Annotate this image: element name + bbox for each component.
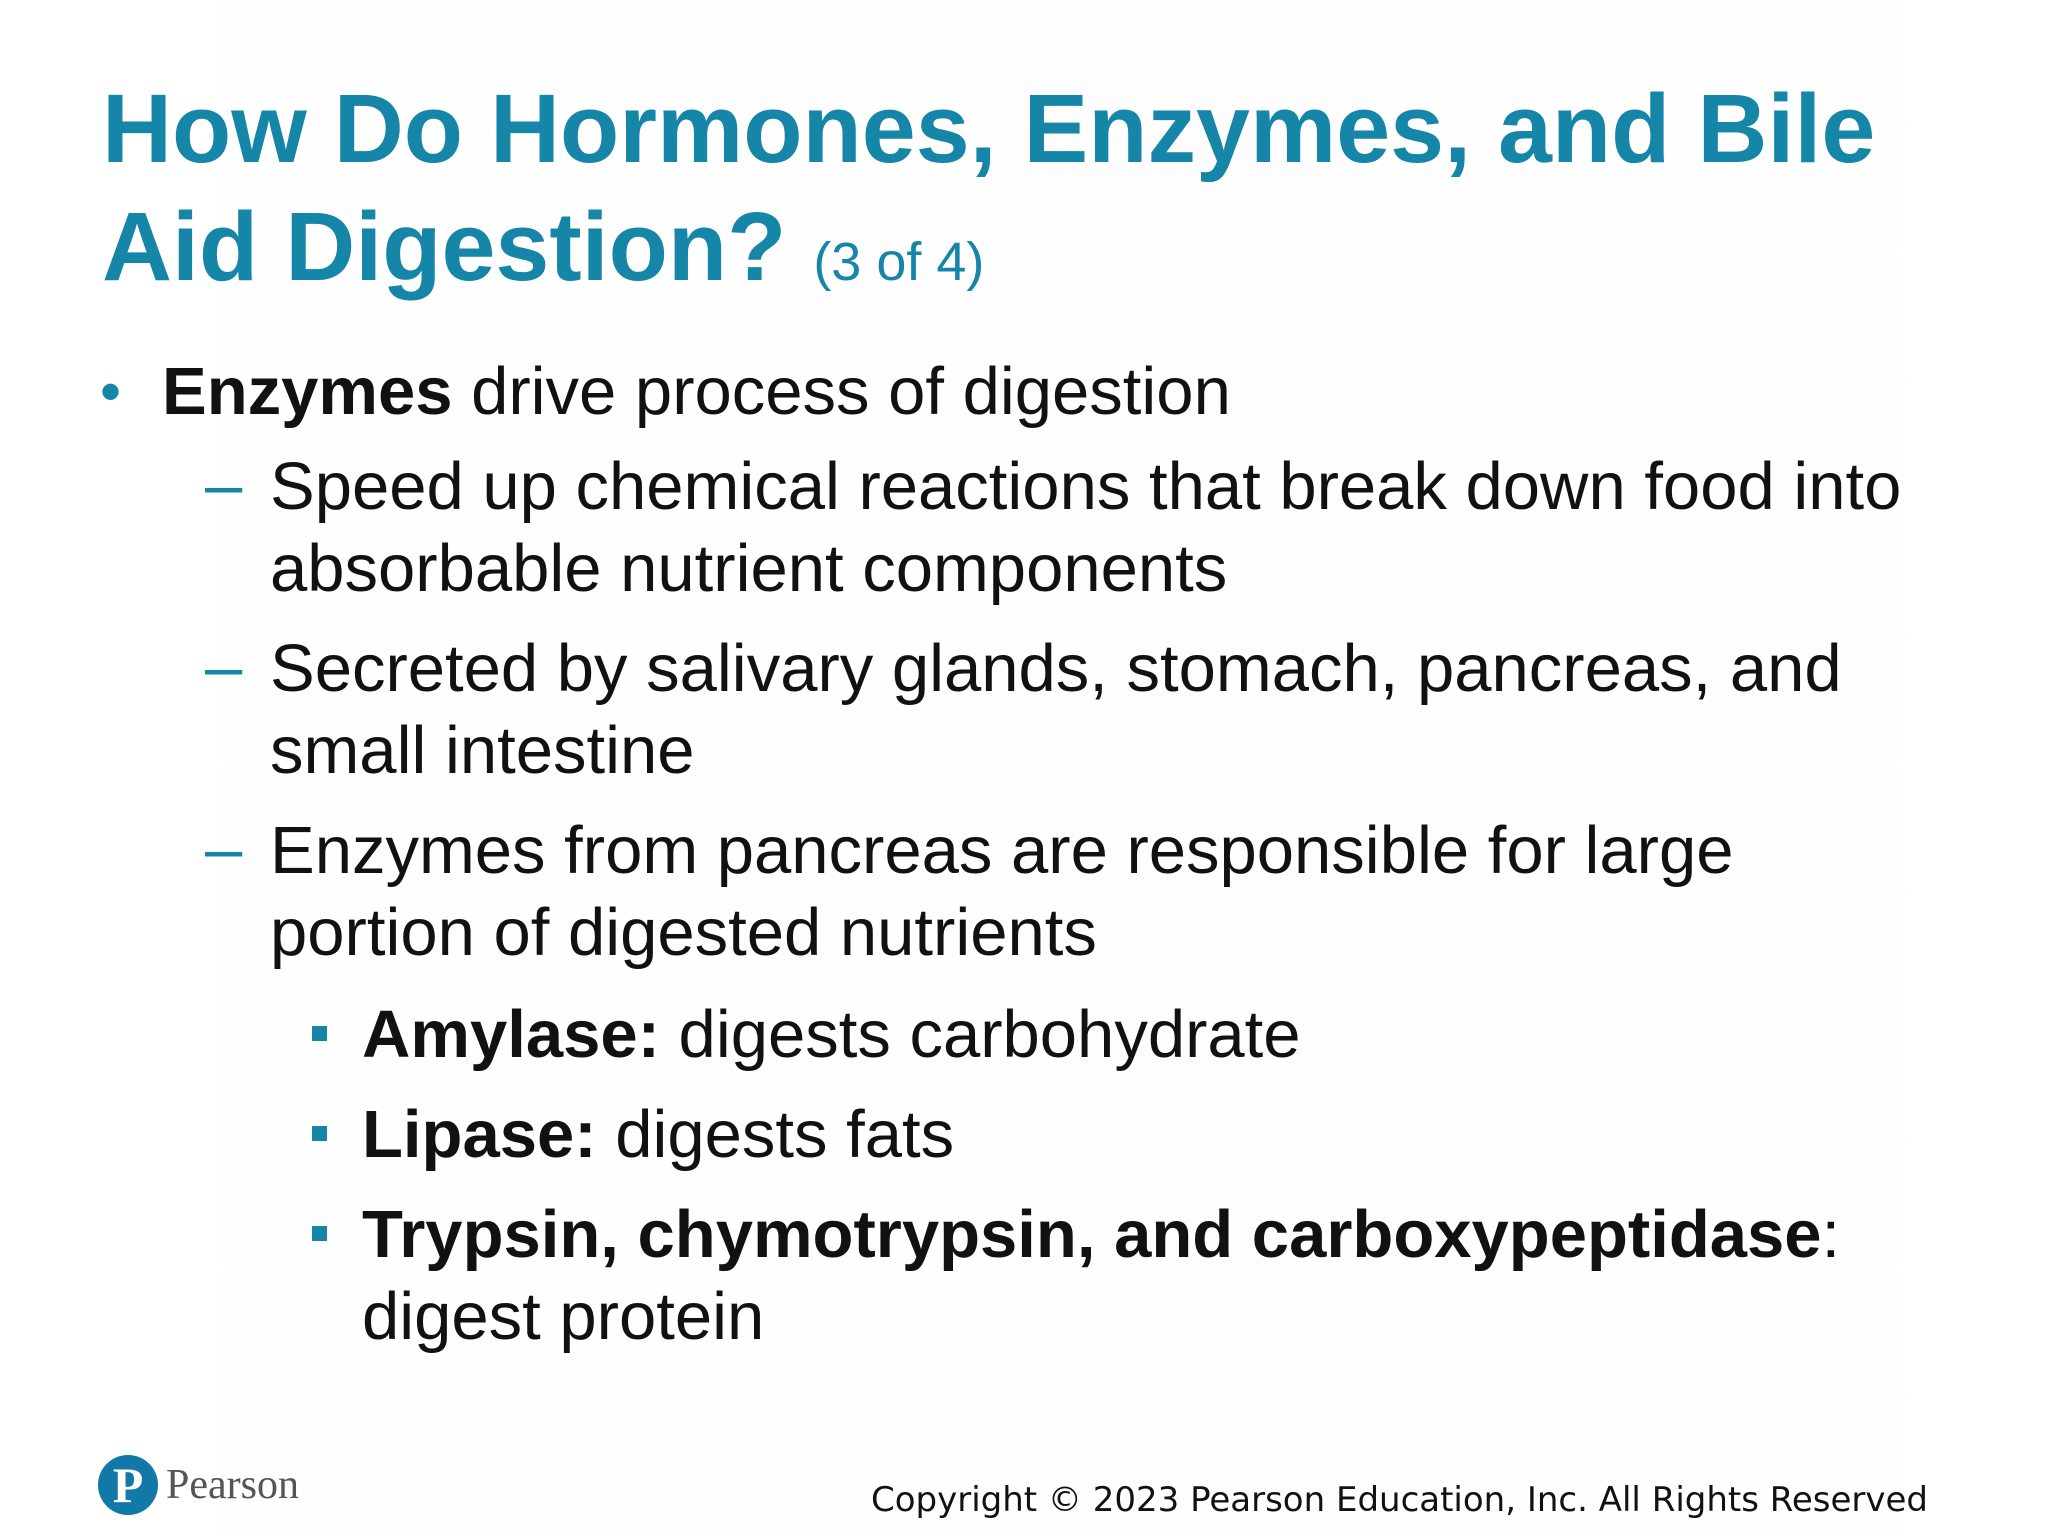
sub-bullet-text: Secreted by salivary glands, stomach, pancreas, and small intestine <box>270 631 1842 788</box>
dash-icon: – <box>205 629 243 704</box>
bullet-text <box>162 350 1231 434</box>
enzyme-name: Lipase: <box>362 1097 597 1172</box>
pearson-logo-wordmark: Pearson <box>166 1462 299 1508</box>
bullet-bold: Enzymes <box>162 354 453 429</box>
dash-icon: – <box>205 811 243 886</box>
enzyme-name: Trypsin, chymotrypsin, and carboxypeptidase <box>362 1197 1822 1272</box>
bullet-icon: • <box>100 358 122 425</box>
square-bullet-icon <box>312 1226 327 1241</box>
dash-icon: – <box>205 447 243 522</box>
enzyme-item-text <box>362 1094 1922 1176</box>
pearson-logo-icon: P <box>98 1455 158 1515</box>
pearson-logo <box>98 1452 299 1518</box>
square-bullet-icon <box>312 1126 327 1141</box>
title-text: How Do Hormones, Enzymes, and Bile Aid Digestion? <box>102 74 1876 301</box>
slide-title <box>102 70 1962 321</box>
enzyme-desc: digests carbohydrate <box>659 997 1301 1072</box>
enzyme-desc: digests fats <box>596 1097 955 1172</box>
copyright-notice: Copyright © 2023 Pearson Education, Inc. All Rights Reserved <box>870 1480 1928 1520</box>
enzyme-item-text <box>362 994 1922 1076</box>
title-counter: (3 of 4) <box>813 232 985 292</box>
bullet-rest: drive process of digestion <box>452 354 1231 429</box>
enzyme-name: Amylase: <box>362 997 660 1072</box>
sub-bullet-text: Enzymes from pancreas are responsible for large portion of digested nutrients <box>270 813 1734 970</box>
square-bullet-icon <box>312 1026 327 1041</box>
enzyme-desc: : digest protein <box>362 1197 1841 1354</box>
sub-bullet-text: Speed up chemical reactions that break down food into absorbable nutrient components <box>270 449 1902 606</box>
enzyme-item-text <box>362 1194 1922 1358</box>
